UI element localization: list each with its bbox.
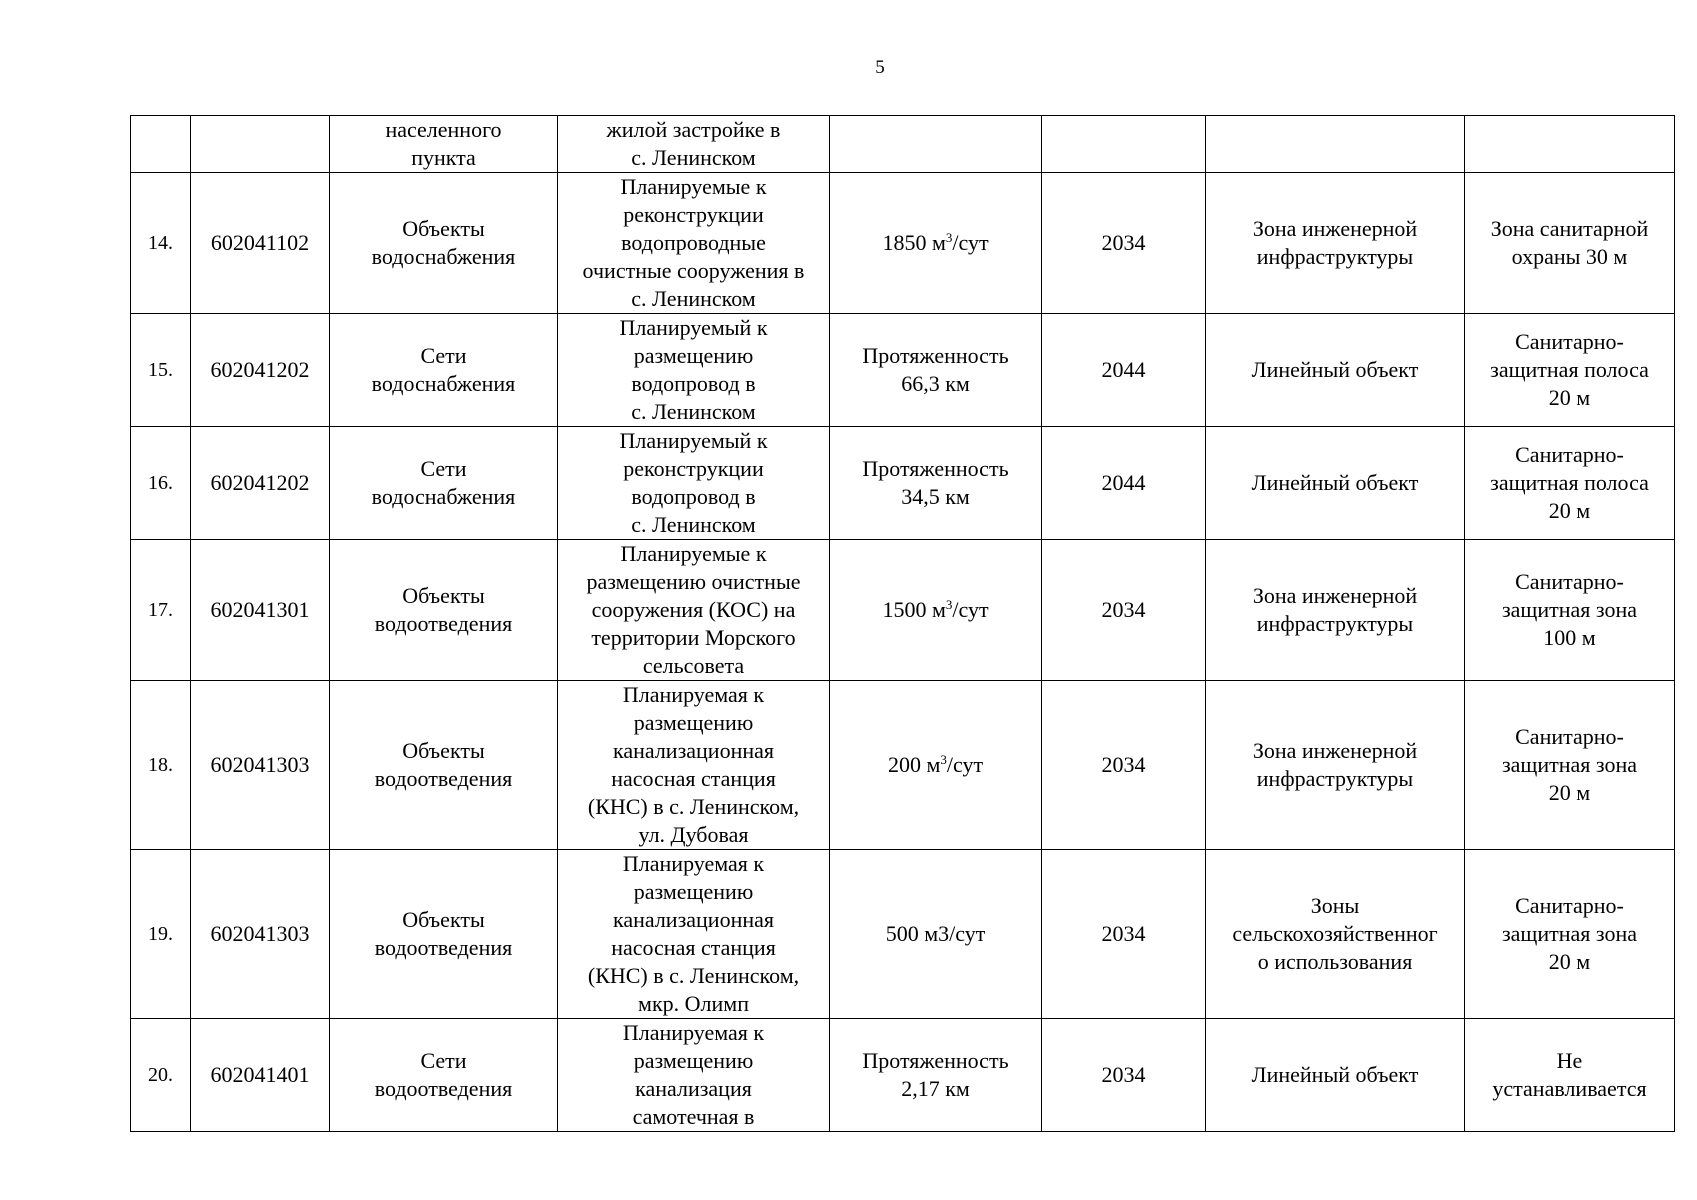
cell-capacity: 500 м3/сут [830,850,1042,1019]
cell-restriction: Зона санитарной охраны 30 м [1465,173,1675,314]
cell-zone: Зона инженерной инфраструктуры [1206,540,1465,681]
cell-restriction: Не устанавливается [1465,1019,1675,1132]
page-number: 5 [875,57,885,78]
table-row [131,1019,1675,1132]
cell-name: Планируемый к реконструкции водопровод в с. Ленинском [558,427,830,540]
table-row [131,540,1675,681]
cell-restriction: Санитарно- защитная зона 100 м [1465,540,1675,681]
cell-capacity: Протяженность 66,3 км [830,314,1042,427]
table-row [131,314,1675,427]
cell-capacity: Протяженность 2,17 км [830,1019,1042,1132]
cell-year: 2034 [1042,540,1206,681]
cell-code: 602041303 [191,850,330,1019]
cell-year: 2034 [1042,850,1206,1019]
cell-code: 602041102 [191,173,330,314]
cell-num: 20. [131,1019,191,1132]
cell-year: 2044 [1042,314,1206,427]
cell-name: Планируемые к размещению очистные сооружения (КОС) на территории Морского сельсовета [558,540,830,681]
cell-name: Планируемые к реконструкции водопроводные очистные сооружения в с. Ленинском [558,173,830,314]
cell-year [1042,116,1206,173]
cell-num: 18. [131,681,191,850]
cell-num: 19. [131,850,191,1019]
cell-year: 2034 [1042,173,1206,314]
cell-restriction [1465,116,1675,173]
cell-type: Сети водоснабжения [330,314,558,427]
cell-code: 602041202 [191,427,330,540]
cell-zone [1206,116,1465,173]
cell-year: 2044 [1042,427,1206,540]
cell-code: 602041303 [191,681,330,850]
cell-code: 602041301 [191,540,330,681]
cell-type: населенного пункта [330,116,558,173]
cell-num [131,116,191,173]
cell-num: 17. [131,540,191,681]
cell-name: жилой застройке в с. Ленинском [558,116,830,173]
cell-restriction: Санитарно- защитная зона 20 м [1465,850,1675,1019]
cell-capacity: Протяженность 34,5 км [830,427,1042,540]
cell-type: Объекты водоотведения [330,540,558,681]
cell-type: Объекты водоснабжения [330,173,558,314]
cell-type: Объекты водоотведения [330,850,558,1019]
cell-restriction: Санитарно- защитная зона 20 м [1465,681,1675,850]
cell-zone: Линейный объект [1206,314,1465,427]
cell-name: Планируемая к размещению канализационная насосная станция (КНС) в с. Ленинском, мкр. Олимп [558,850,830,1019]
cell-num: 15. [131,314,191,427]
table-row [131,173,1675,314]
cell-capacity: 200 $м^3$/сут [830,681,1042,850]
cell-zone: Линейный объект [1206,427,1465,540]
planned-objects-table [130,115,1675,1132]
cell-restriction: Санитарно- защитная полоса 20 м [1465,427,1675,540]
cell-code [191,116,330,173]
cell-num: 14. [131,173,191,314]
cell-type: Объекты водоотведения [330,681,558,850]
table-row-continuation [131,116,1675,173]
cell-name: Планируемый к размещению водопровод в с. Ленинском [558,314,830,427]
cell-zone: Линейный объект [1206,1019,1465,1132]
cell-code: 602041202 [191,314,330,427]
cell-year: 2034 [1042,1019,1206,1132]
cell-zone: Зона инженерной инфраструктуры [1206,681,1465,850]
cell-code: 602041401 [191,1019,330,1132]
cell-type: Сети водоснабжения [330,427,558,540]
table-row [131,427,1675,540]
cell-type: Сети водоотведения [330,1019,558,1132]
cell-restriction: Санитарно- защитная полоса 20 м [1465,314,1675,427]
cell-name: Планируемая к размещению канализация самотечная в [558,1019,830,1132]
cell-zone: Зона инженерной инфраструктуры [1206,173,1465,314]
table-row [131,681,1675,850]
table-row [131,850,1675,1019]
cell-name: Планируемая к размещению канализационная насосная станция (КНС) в с. Ленинском, ул. Дубовая [558,681,830,850]
cell-zone: Зоны сельскохозяйственног о использования [1206,850,1465,1019]
cell-capacity: 1500 $м^3$/сут [830,540,1042,681]
cell-capacity: 1850 $м^3$/сут [830,173,1042,314]
cell-num: 16. [131,427,191,540]
cell-capacity [830,116,1042,173]
cell-year: 2034 [1042,681,1206,850]
